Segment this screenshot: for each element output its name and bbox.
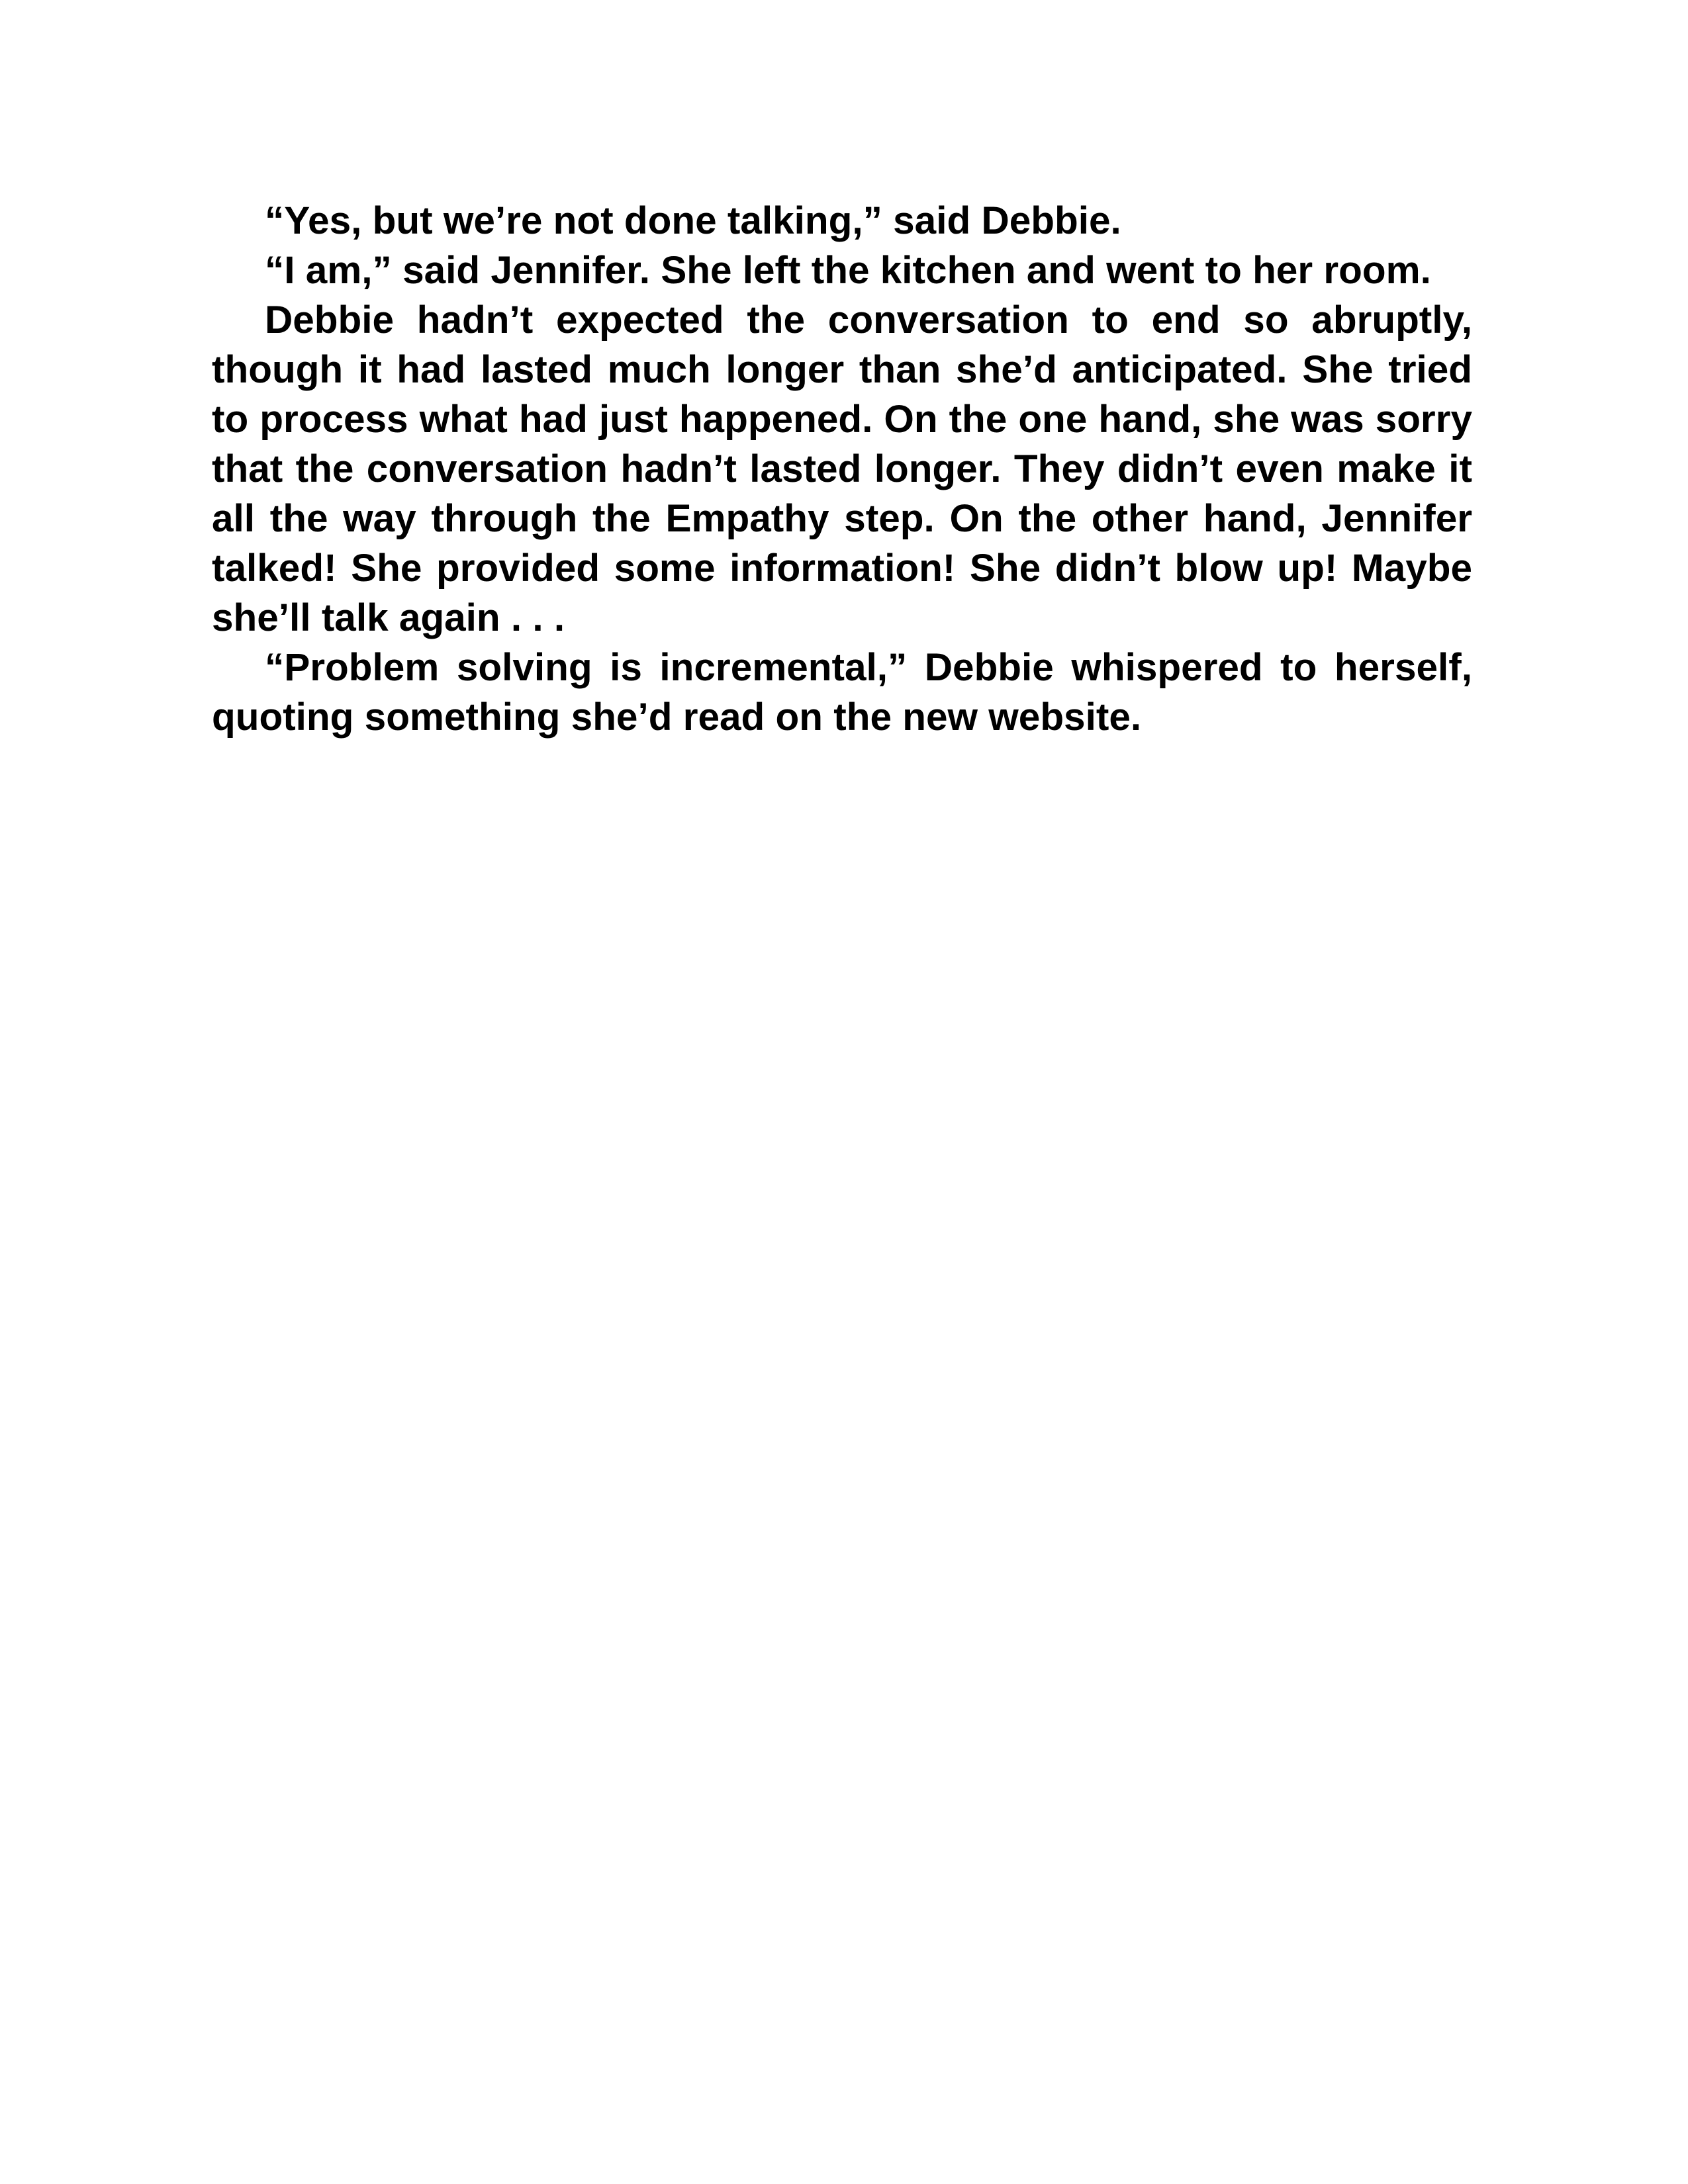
paragraph-3: Debbie hadn’t expected the conversation to end so abruptly, though it had lasted much longer than she’d anticipated. She tried to process what had just happened. On the one hand, she was sorry that the conversation hadn’t lasted longer. They didn’t even make it all the way through the Empathy step. On the other hand, Jennifer talked! She provided some information! She didn’t blow up! Maybe she’ll talk again . . . [212, 298, 1472, 639]
paragraph-4: “Problem solving is incremental,” Debbie whispered to herself, quoting something she’d read on the new website. [212, 646, 1472, 739]
body-text [212, 196, 1472, 742]
paragraph-1: “Yes, but we’re not done talking,” said Debbie. [265, 199, 1121, 242]
paragraph-2: “I am,” said Jennifer. She left the kitchen and went to her room. [265, 249, 1431, 292]
